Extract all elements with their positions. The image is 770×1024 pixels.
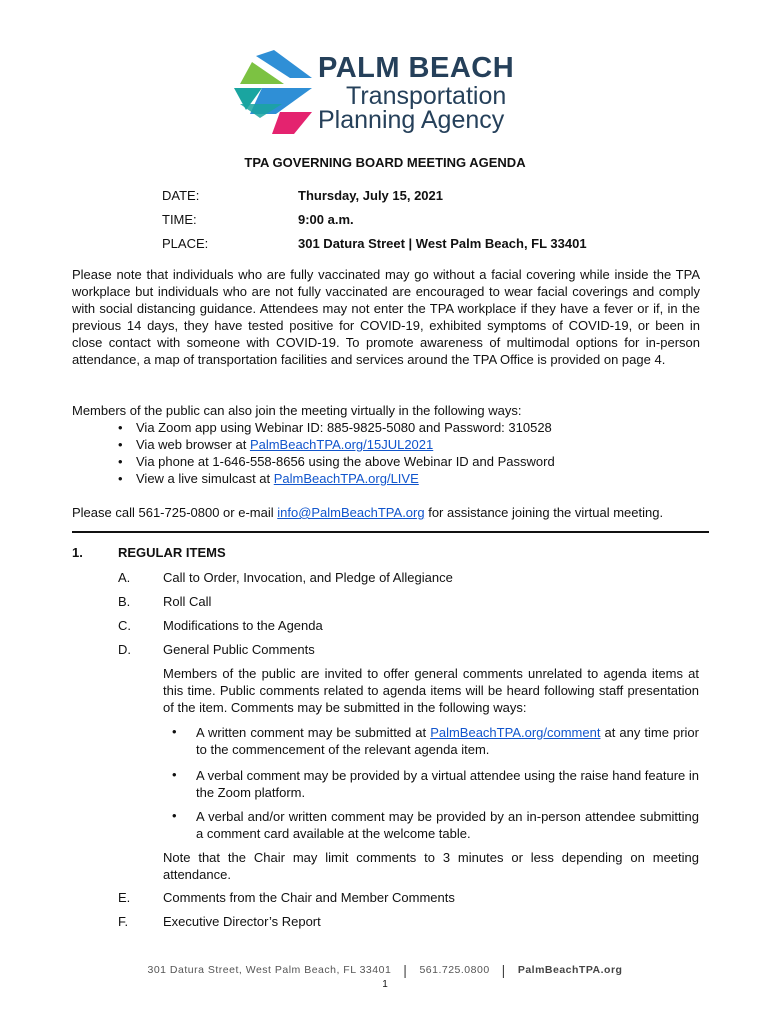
bullet-icon: • (172, 808, 177, 823)
comment-link[interactable]: PalmBeachTPA.org/comment (430, 725, 601, 740)
section-divider (72, 531, 709, 533)
logo-mark-icon (232, 48, 314, 140)
place-value: 301 Datura Street | West Palm Beach, FL 33401 (298, 236, 587, 251)
footer-website: PalmBeachTPA.org (517, 964, 623, 976)
comment-way: A written comment may be submitted at PalmBeachTPA.org/comment at any time prior to the commencement of the relevant agenda item. (196, 725, 699, 757)
comment-way: A verbal and/or written comment may be provided by an in-person attendee submitting a comment card available at the welcome table. (196, 809, 699, 841)
section-title: REGULAR ITEMS (118, 545, 226, 560)
bullet-icon: • (172, 724, 177, 739)
agenda-item-letter: A. (118, 570, 131, 585)
time-value: 9:00 a.m. (298, 212, 354, 227)
section-number: 1. (72, 545, 83, 560)
logo-line-1: PALM BEACH (318, 52, 515, 84)
virtual-intro: Members of the public can also join the meeting virtually in the following ways: (72, 403, 522, 418)
public-comments-text: Members of the public are invited to offer general comments unrelated to agenda items at this time. Public comments related to agenda items will be heard following staff presentation of the item. Comments may be submitted in the following ways: (163, 666, 699, 715)
page-number: 1 (382, 979, 388, 990)
bullet-icon: • (118, 437, 123, 452)
time-label: TIME: (162, 212, 197, 227)
agenda-item-text: Modifications to the Agenda (163, 618, 323, 633)
vaccination-notice: Please note that individuals who are fully vaccinated may go without a facial covering while inside the TPA workplace but individuals who are not fully vaccinated are encouraged to wear facial coverings and comply with social distancing guidance. Attendees may not enter the TPA workplace if they have a fever or if, in the previous 14 days, they have tested positive for COVID-19, exhibited symptoms of COVID-19, or been in close contact with someone with COVID-19. To promote awareness of multimodal options for in-person attendance, a map of transportation facilities and services around the TPA Office is provided on page 4. (72, 267, 700, 367)
email-link[interactable]: info@PalmBeachTPA.org (277, 505, 425, 520)
agenda-item-letter: D. (118, 642, 131, 657)
comment-way: A verbal comment may be provided by a virtual attendee using the raise hand feature in the Zoom platform. (196, 768, 699, 800)
agenda-item-letter: F. (118, 914, 129, 929)
bullet-icon: • (172, 767, 177, 782)
web-browser-link[interactable]: PalmBeachTPA.org/15JUL2021 (249, 437, 434, 452)
logo-line-3: Planning Agency (318, 106, 505, 134)
agenda-item-text: Roll Call (163, 594, 212, 609)
bullet-icon: • (118, 454, 123, 469)
agenda-item-text: General Public Comments (163, 642, 315, 657)
date-label: DATE: (162, 188, 200, 203)
bullet-icon: • (118, 420, 123, 435)
footer-address: 301 Datura Street, West Palm Beach, FL 33401 (147, 964, 392, 976)
bullet-icon: • (118, 471, 123, 486)
assistance-line: Please call 561-725-0800 or e-mail info@PalmBeachTPA.org for assistance joining the virtual meeting. (72, 505, 664, 520)
footer-separator: | (501, 962, 506, 978)
agenda-item-text: Comments from the Chair and Member Comments (163, 890, 455, 905)
page-title: TPA GOVERNING BOARD MEETING AGENDA (244, 155, 526, 170)
agenda-item-letter: C. (118, 618, 131, 633)
list-item: • Via phone at 1-646-558-8656 using the above Webinar ID and Password (118, 454, 555, 469)
list-item: • Via Zoom app using Webinar ID: 885-9825-5080 and Password: 310528 (118, 420, 552, 435)
chair-note: Note that the Chair may limit comments to 3 minutes or less depending on meeting attendance. (163, 850, 699, 882)
agency-logo (232, 48, 542, 140)
live-simulcast-link[interactable]: PalmBeachTPA.org/LIVE (273, 471, 419, 486)
footer-phone: 561.725.0800 (419, 964, 490, 976)
date-value: Thursday, July 15, 2021 (298, 188, 443, 203)
agenda-item-letter: E. (118, 890, 131, 905)
list-item: • View a live simulcast at PalmBeachTPA.org/LIVE (118, 471, 419, 486)
place-label: PLACE: (162, 236, 209, 251)
agenda-item-text: Executive Director’s Report (163, 914, 321, 929)
agenda-item-text: Call to Order, Invocation, and Pledge of Allegiance (163, 570, 453, 585)
list-item: • Via web browser at PalmBeachTPA.org/15JUL2021 (118, 437, 434, 452)
agenda-item-letter: B. (118, 594, 131, 609)
logo-line-2: Transportation (346, 82, 507, 110)
footer-separator: | (403, 962, 408, 978)
page-footer (0, 962, 770, 978)
